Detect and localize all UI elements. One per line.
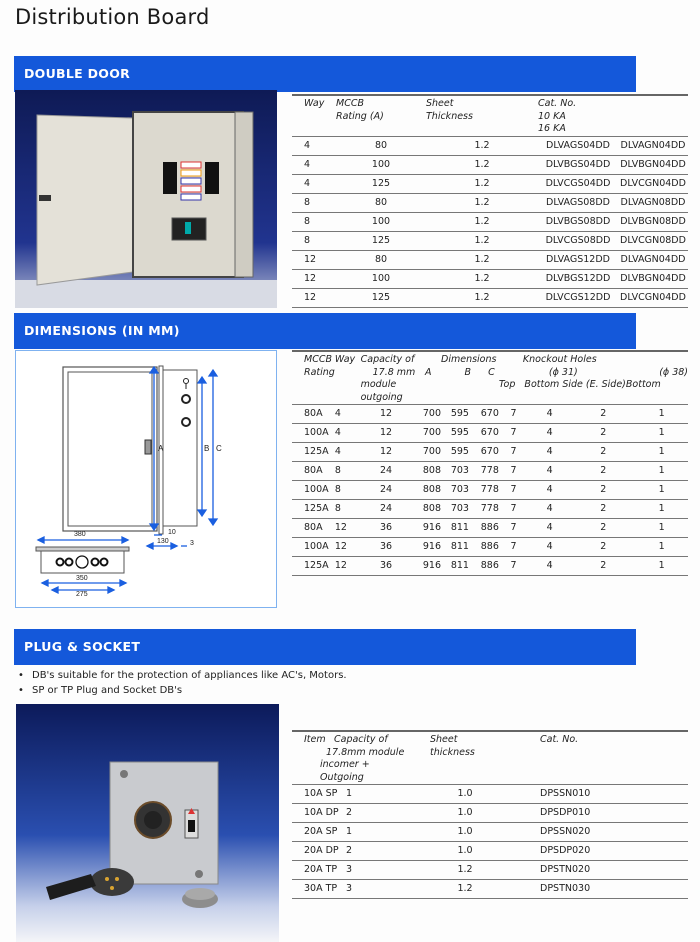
- dimension-diagram: [15, 350, 277, 608]
- double-door-row: [292, 193, 688, 212]
- table-cell: DLVCGS08DD: [538, 231, 618, 250]
- plug-socket-product-photo: [16, 704, 279, 942]
- table-cell: DLVAGS08DD: [538, 193, 618, 212]
- table-cell: 2: [571, 462, 635, 481]
- table-cell: 2: [571, 500, 635, 519]
- page-title: Distribution Board: [15, 5, 210, 29]
- table-cell: DLVCGN08DD: [618, 231, 688, 250]
- col-header-sheet: Sheet Thickness: [426, 95, 538, 136]
- table-cell: 4: [528, 405, 571, 424]
- table-cell: 4: [292, 155, 336, 174]
- table-cell: DLVBGN08DD: [618, 212, 688, 231]
- table-cell: 100: [336, 269, 426, 288]
- table-cell: 12: [335, 538, 361, 557]
- table-cell: 811: [441, 519, 469, 538]
- table-cell: 7: [499, 443, 528, 462]
- table-cell: 1.2: [430, 861, 500, 880]
- table-cell: 1.0: [430, 785, 500, 804]
- dim-label-b: B: [204, 444, 210, 453]
- table-cell: 20A TP: [292, 861, 340, 880]
- table-cell: 916: [411, 557, 441, 576]
- table-cell: 916: [411, 538, 441, 557]
- table-cell: 20A DP: [292, 842, 340, 861]
- table-cell: 12: [361, 405, 412, 424]
- table-cell: 125A: [292, 500, 335, 519]
- dim-label-c: C: [216, 444, 222, 453]
- table-cell: DLVCGS04DD: [538, 174, 618, 193]
- table-cell: 1.2: [430, 880, 500, 899]
- table-cell: 2: [571, 424, 635, 443]
- table-cell: 80A: [292, 405, 335, 424]
- table-cell: 1.2: [426, 136, 538, 155]
- table-cell: DLVAGN04DD: [618, 250, 688, 269]
- table-cell: 1: [635, 481, 688, 500]
- table-cell: 1.2: [426, 193, 538, 212]
- table-cell: 12: [292, 269, 336, 288]
- table-cell: 1.2: [426, 288, 538, 307]
- plug-socket-row: [292, 785, 688, 804]
- table-cell: 4: [528, 519, 571, 538]
- table-cell: 1: [635, 462, 688, 481]
- double-door-row: [292, 231, 688, 250]
- table-cell: DLVAGS04DD: [538, 136, 618, 155]
- col-header-dimensions: Dimensions A B C: [441, 351, 499, 405]
- table-cell: 7: [499, 405, 528, 424]
- dim-label-10: 10: [168, 529, 176, 536]
- table-cell: 10A DP: [292, 804, 340, 823]
- table-cell: 811: [441, 557, 469, 576]
- dimensions-row: [292, 557, 688, 576]
- table-cell: 36: [361, 538, 412, 557]
- table-cell: 80: [336, 250, 426, 269]
- table-cell: DLVBGS08DD: [538, 212, 618, 231]
- table-cell: 4: [335, 443, 361, 462]
- table-cell: DLVCGS12DD: [538, 288, 618, 307]
- col-header-mccb-rating: MCCB Rating: [292, 351, 335, 405]
- col-header-mccb: MCCB Rating (A): [336, 95, 426, 136]
- section-header-dimensions: DIMENSIONS (IN MM): [14, 313, 636, 349]
- table-cell: 886: [469, 557, 499, 576]
- table-cell: 2: [340, 842, 430, 861]
- table-cell: 12: [361, 424, 412, 443]
- col-header-cat-no: Cat. No. 10 KA16 KA: [538, 95, 688, 136]
- dim-label-275: 275: [76, 591, 88, 598]
- table-cell: 36: [361, 557, 412, 576]
- table-cell: 30A TP: [292, 880, 340, 899]
- table-cell: 2: [340, 804, 430, 823]
- table-cell: 595: [441, 443, 469, 462]
- table-cell: DLVBGS04DD: [538, 155, 618, 174]
- double-door-row: [292, 250, 688, 269]
- table-cell: 4: [528, 462, 571, 481]
- table-cell: 4: [335, 424, 361, 443]
- double-door-table: [292, 94, 688, 308]
- plug-socket-row: [292, 861, 688, 880]
- table-cell: 8: [292, 231, 336, 250]
- table-cell: 1: [635, 405, 688, 424]
- table-cell: 1.2: [426, 269, 538, 288]
- table-cell: 125: [336, 231, 426, 250]
- col-header-cat-no: Cat. No.: [500, 731, 688, 785]
- table-cell: 8: [335, 500, 361, 519]
- dimensions-row: [292, 538, 688, 557]
- double-door-product-photo: [15, 90, 277, 308]
- table-cell: 670: [469, 443, 499, 462]
- table-cell: 778: [469, 500, 499, 519]
- table-cell: 2: [571, 557, 635, 576]
- double-door-row: [292, 136, 688, 155]
- table-cell: 8: [335, 462, 361, 481]
- double-door-row: [292, 288, 688, 307]
- table-cell: 80A: [292, 519, 335, 538]
- table-cell: 703: [441, 500, 469, 519]
- table-cell: 4: [528, 481, 571, 500]
- table-cell: 7: [499, 538, 528, 557]
- table-cell: 12: [292, 250, 336, 269]
- col-header-knockout-holes: Knockout Holes (ϕ 31) (ϕ 38) Top Bottom Side (E. Side)Bottom: [499, 351, 688, 405]
- table-cell: 1.2: [426, 155, 538, 174]
- table-cell: 7: [499, 500, 528, 519]
- table-cell: 12: [335, 557, 361, 576]
- dimensions-table: [292, 350, 688, 576]
- col-header-sheet: Sheet thickness: [430, 731, 500, 785]
- table-cell: 808: [411, 500, 441, 519]
- col-header-way: Way: [335, 351, 361, 405]
- table-cell: 125: [336, 288, 426, 307]
- table-cell: 811: [441, 538, 469, 557]
- col-header-item: Item: [292, 731, 340, 785]
- double-door-row: [292, 155, 688, 174]
- plug-socket-row: [292, 804, 688, 823]
- table-cell: DPSDP010: [500, 804, 688, 823]
- table-cell: 670: [469, 424, 499, 443]
- dimensions-row: [292, 424, 688, 443]
- table-cell: 2: [571, 538, 635, 557]
- table-cell: 4: [528, 443, 571, 462]
- table-cell: DLVBGN04DD: [618, 155, 688, 174]
- table-cell: 1.0: [430, 842, 500, 861]
- dim-label-a: A: [158, 444, 164, 453]
- table-cell: 4: [335, 405, 361, 424]
- dimensions-row: [292, 405, 688, 424]
- table-cell: DPSDP020: [500, 842, 688, 861]
- table-cell: 916: [411, 519, 441, 538]
- table-cell: 1: [635, 500, 688, 519]
- table-cell: 700: [411, 443, 441, 462]
- section-header-double-door: DOUBLE DOOR: [14, 56, 636, 92]
- table-cell: 1: [635, 443, 688, 462]
- dimensions-row: [292, 443, 688, 462]
- col-header-capacity: Capacity of 17.8mm module incomer + Outgoing: [340, 731, 430, 785]
- col-header-capacity: Capacity of 17.8 mm module outgoing: [361, 351, 441, 405]
- table-cell: 100A: [292, 538, 335, 557]
- table-cell: 1.2: [426, 231, 538, 250]
- table-cell: 703: [441, 462, 469, 481]
- double-door-row: [292, 269, 688, 288]
- table-cell: 2: [571, 481, 635, 500]
- feature-bullet: • SP or TP Plug and Socket DB's: [18, 683, 347, 698]
- plug-socket-features: [18, 668, 347, 698]
- table-cell: 7: [499, 462, 528, 481]
- table-cell: 125A: [292, 557, 335, 576]
- dimensions-row: [292, 500, 688, 519]
- table-cell: 80: [336, 193, 426, 212]
- table-cell: 100A: [292, 424, 335, 443]
- table-cell: 125: [336, 174, 426, 193]
- table-cell: 4: [528, 538, 571, 557]
- table-cell: 125A: [292, 443, 335, 462]
- table-cell: 700: [411, 405, 441, 424]
- table-cell: 4: [292, 174, 336, 193]
- table-cell: 700: [411, 424, 441, 443]
- table-cell: 80A: [292, 462, 335, 481]
- table-cell: 1.2: [426, 174, 538, 193]
- table-cell: 100: [336, 212, 426, 231]
- table-cell: DLVCGN04DD: [618, 174, 688, 193]
- table-cell: DLVCGN04DD: [618, 288, 688, 307]
- table-cell: 1.0: [430, 823, 500, 842]
- table-cell: 100: [336, 155, 426, 174]
- double-door-row: [292, 212, 688, 231]
- dim-label-380: 380: [74, 531, 86, 538]
- table-cell: 12: [335, 519, 361, 538]
- section-header-plug-socket: PLUG & SOCKET: [14, 629, 636, 665]
- table-cell: 595: [441, 405, 469, 424]
- table-cell: 1: [340, 823, 430, 842]
- plug-socket-row: [292, 823, 688, 842]
- dimensions-row: [292, 519, 688, 538]
- table-cell: 1: [635, 538, 688, 557]
- table-cell: 2: [571, 405, 635, 424]
- dim-label-3: 3: [190, 540, 194, 547]
- table-cell: 1: [340, 785, 430, 804]
- table-cell: 4: [528, 424, 571, 443]
- plug-socket-row: [292, 842, 688, 861]
- plug-socket-table: [292, 730, 688, 899]
- table-cell: 4: [528, 557, 571, 576]
- table-cell: DLVBGS12DD: [538, 269, 618, 288]
- dim-label-130: 130: [157, 538, 169, 545]
- table-cell: 886: [469, 519, 499, 538]
- feature-bullet: • DB's suitable for the protection of appliances like AC's, Motors.: [18, 668, 347, 683]
- table-cell: 808: [411, 462, 441, 481]
- table-cell: DPSTN020: [500, 861, 688, 880]
- table-cell: DLVAGN08DD: [618, 193, 688, 212]
- dim-label-350: 350: [76, 575, 88, 582]
- table-cell: 778: [469, 481, 499, 500]
- dimensions-row: [292, 481, 688, 500]
- table-cell: 100A: [292, 481, 335, 500]
- table-cell: 3: [340, 880, 430, 899]
- table-cell: 10A SP: [292, 785, 340, 804]
- table-cell: 886: [469, 538, 499, 557]
- table-cell: 8: [335, 481, 361, 500]
- table-cell: 1.2: [426, 212, 538, 231]
- table-cell: 2: [571, 519, 635, 538]
- plug-socket-row: [292, 880, 688, 899]
- table-cell: 1: [635, 519, 688, 538]
- table-cell: 1.0: [430, 804, 500, 823]
- table-cell: 7: [499, 481, 528, 500]
- table-cell: DPSSN010: [500, 785, 688, 804]
- table-cell: 7: [499, 424, 528, 443]
- table-cell: 80: [336, 136, 426, 155]
- table-cell: DLVAGN04DD: [618, 136, 688, 155]
- table-cell: 703: [441, 481, 469, 500]
- table-cell: DPSTN030: [500, 880, 688, 899]
- table-cell: DLVBGN04DD: [618, 269, 688, 288]
- table-cell: 24: [361, 500, 412, 519]
- dimensions-row: [292, 462, 688, 481]
- table-cell: 670: [469, 405, 499, 424]
- table-cell: 12: [361, 443, 412, 462]
- table-cell: 4: [292, 136, 336, 155]
- table-cell: 595: [441, 424, 469, 443]
- table-cell: 24: [361, 481, 412, 500]
- table-cell: 1: [635, 557, 688, 576]
- table-cell: 2: [571, 443, 635, 462]
- double-door-row: [292, 174, 688, 193]
- col-header-way: Way: [292, 95, 336, 136]
- table-cell: 12: [292, 288, 336, 307]
- table-cell: 1.2: [426, 250, 538, 269]
- table-cell: 7: [499, 557, 528, 576]
- table-cell: 808: [411, 481, 441, 500]
- table-cell: 778: [469, 462, 499, 481]
- table-cell: DPSSN020: [500, 823, 688, 842]
- table-cell: 8: [292, 193, 336, 212]
- table-cell: 4: [528, 500, 571, 519]
- table-cell: 3: [340, 861, 430, 880]
- table-cell: 36: [361, 519, 412, 538]
- table-cell: 24: [361, 462, 412, 481]
- table-cell: 20A SP: [292, 823, 340, 842]
- table-cell: 8: [292, 212, 336, 231]
- table-cell: DLVAGS12DD: [538, 250, 618, 269]
- table-cell: 7: [499, 519, 528, 538]
- table-cell: 1: [635, 424, 688, 443]
